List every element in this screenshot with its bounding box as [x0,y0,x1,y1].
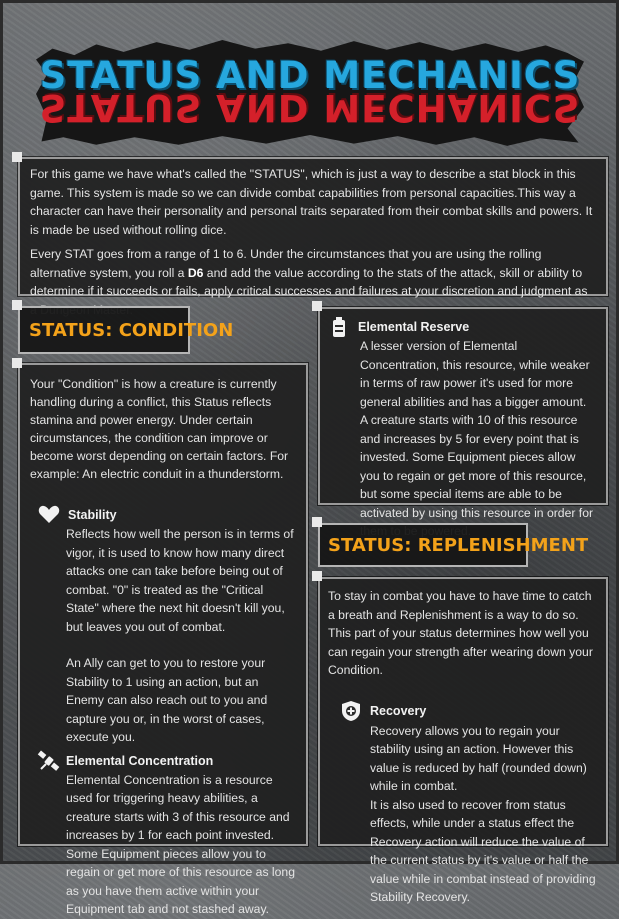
stability-title: Stability [68,507,117,522]
recovery-section [328,700,598,907]
elemental-concentration-text: Elemental Concentration is a resource used for triggering heavy abilities, a creature starts with 3 of this resource and increases by 1 for each point invested. Some Equipment pieces allow you to regain or get more of this resource as long as you have them active within your Equipment tab and not stashed away. [66,772,295,916]
condition-header [18,306,234,354]
elemental-concentration-section [30,751,296,919]
corner-tab [12,358,22,368]
heal-shield-icon [340,700,362,722]
elemental-reserve-panel [318,307,608,520]
satellite-icon [38,751,60,771]
condition-panel [18,363,308,916]
corner-tab [312,301,322,311]
corner-tab [12,152,22,162]
intro-paragraph-1: For this game we have what's called the "STATUS", which is just a way to describe a stat block in this game. This system is made so we can divide combat capabilities from personal capacities.This way a character can have their personality and personal traits separated from their combat skills and powers. It is made be used without rolling dice. [30,167,593,237]
replenishment-header-label: STATUS: REPLENISHMENT [328,535,589,556]
intro-panel [18,157,608,296]
intro-p2-after: and add the value according to the stats of the attack, skill or ability to determine if it succeeds or fails, apply critical successes and failures at your discretion and judgment as [30,265,588,298]
replenishment-panel [318,577,608,904]
corner-tab [312,571,322,581]
recovery-paragraph-2: It is also used to recover from status effects, while under a status effect the Recovery action will reduce the value of the current status by it's value or half the value while in combat instead of providing Stability Recovery. [370,797,596,904]
canister-icon [332,317,346,337]
recovery-title: Recovery [370,703,427,718]
stability-paragraph-1: Reflects how well the person is in terms of vigor, it is used to know how many direct attacks one can take before being out of combat. "0" is treated as the "Critical State" where the next hit doesn't kill you, but leaves you out of combat. [66,527,294,634]
replenishment-description: To stay in combat you have to have time to catch a breath and Replenishment is a way to do so. This part of your status determines how well you can regain your strength after wearing down your Condition. [328,589,593,677]
corner-tab [312,517,322,527]
elemental-reserve-title: Elemental Reserve [358,320,470,334]
elemental-concentration-title: Elemental Concentration [66,753,214,768]
heart-icon [38,505,60,524]
elemental-reserve-text: A lesser version of Elemental Concentration, this resource, while weaker in terms of raw power it's used for more general abilities and has a bigger amount. A creature starts with 10 of this resource and increases by 5 for every point that is invested. Some Equipment pieces allow you to regain or get more of this resource, but some special items are able to be activated by using this resource in order for [360,339,594,520]
intro-p2-before: Every STAT goes from a range of 1 to 6. Under the circumstances that you are using the rolling alternative system, you roll a [30,247,542,280]
page-title: STATUS AND MECHANICS [39,54,581,97]
page-title-reflection: STATUS AND MECHANICS [39,86,581,129]
stability-paragraph-2: An Ally can get to you to restore your Stability to 1 using an action, but an Enemy can also reach out to you and capture you or, in the worst of cases, execute you. [66,656,268,744]
stability-section [30,505,296,747]
die-label: D6 [187,265,204,280]
recovery-paragraph-1: Recovery allows you to regain your stability using an action. However this value is reduced by half (rounded down) while in combat. [370,723,587,793]
condition-header-label: STATUS: CONDITION [29,320,234,341]
corner-tab [12,300,22,310]
condition-description: Your "Condition" is how a creature is currently handling during a conflict, this Status reflects stamina and power energy. Under certain circumstances, the condition can improve or become worst depending on certain factors. For example: An electric conduit in a thunderstorm. [30,377,289,481]
replenishment-header [318,523,589,567]
